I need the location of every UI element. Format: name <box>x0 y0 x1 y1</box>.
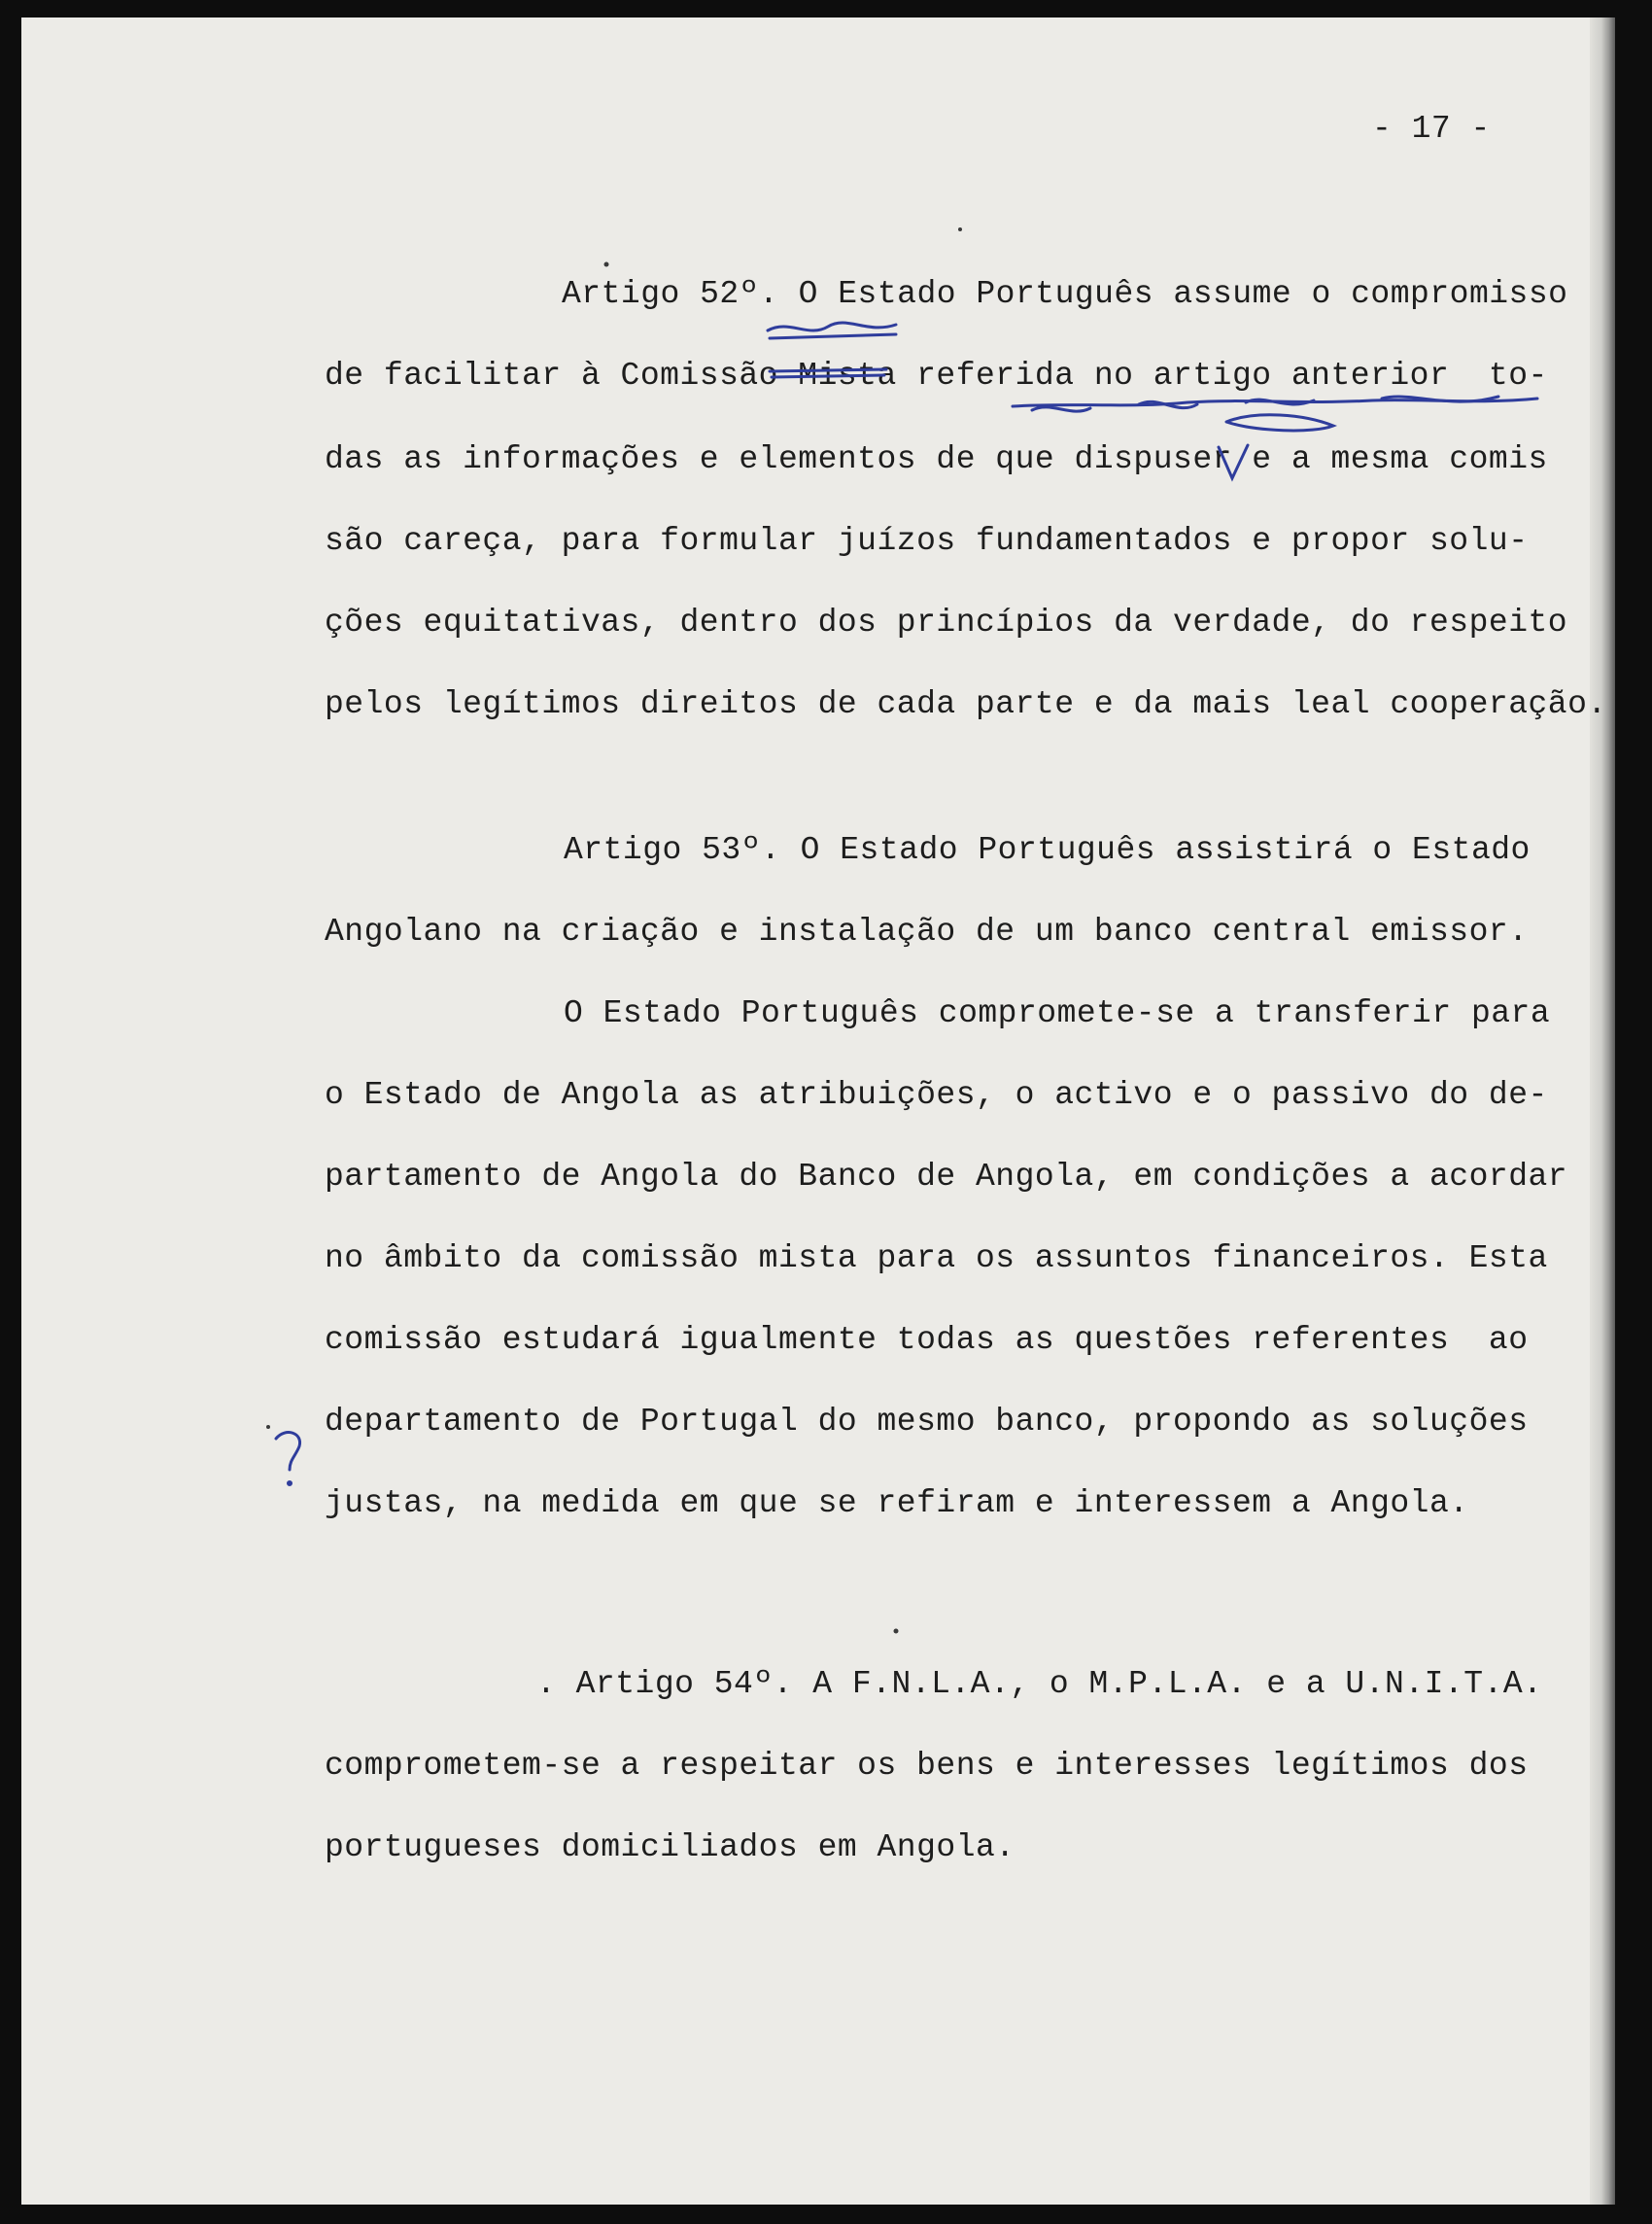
insertion-caret <box>1219 445 1248 478</box>
article-53-line-4: o Estado de Angola as atribuições, o activo e o passivo do de- <box>325 1077 1548 1113</box>
handwritten-annotations <box>21 17 1615 2205</box>
article-53-line-9: justas, na medida em que se refiram e interessem a Angola. <box>325 1485 1469 1521</box>
article-52-line-1: Artigo 52º. O Estado Português assume o compromisso <box>562 276 1568 312</box>
article-53-line-5: partamento de Angola do Banco de Angola, em condições a acordar <box>325 1159 1568 1195</box>
article-52-line-5: ções equitativas, dentro dos princípios da verdade, do respeito <box>325 605 1568 641</box>
article-53-line-2: Angolano na criação e instalação de um banco central emissor. <box>325 914 1529 950</box>
article-54-line-3: portugueses domiciliados em Angola. <box>325 1829 1015 1865</box>
article-53-line-6: no âmbito da comissão mista para os assuntos financeiros. Esta <box>325 1240 1548 1276</box>
article-53-line-8: departamento de Portugal do mesmo banco, propondo as soluções <box>325 1404 1529 1440</box>
article-52-line-2: de facilitar à Comissão Mista referida no artigo anterior to- <box>325 358 1548 394</box>
article-53-line-3: O Estado Português compromete-se a transferir para <box>564 995 1551 1031</box>
article-53-line-7: comissão estudará igualmente todas as questões referentes ao <box>325 1322 1529 1358</box>
article-54-line-1: . Artigo 54º. A F.N.L.A., o M.P.L.A. e a U.N.I.T.A. <box>536 1666 1543 1702</box>
article-52-line-6: pelos legítimos direitos de cada parte e da mais leal cooperação. <box>325 686 1607 722</box>
article-52-line-4: são careça, para formular juízos fundamentados e propor solu- <box>325 523 1529 559</box>
document-page <box>21 17 1615 2205</box>
page-number: - 17 - <box>1372 111 1491 147</box>
strikethrough-mista <box>770 369 886 371</box>
article-54-line-2: comprometem-se a respeitar os bens e interesses legítimos dos <box>325 1748 1529 1784</box>
article-53-line-1: Artigo 53º. O Estado Português assistirá o Estado <box>564 832 1531 868</box>
article-52-line-3: das as informações e elementos de que dispuser e a mesma comis <box>325 441 1548 477</box>
interlinear-scribble <box>768 323 896 338</box>
margin-question-mark <box>276 1433 300 1470</box>
